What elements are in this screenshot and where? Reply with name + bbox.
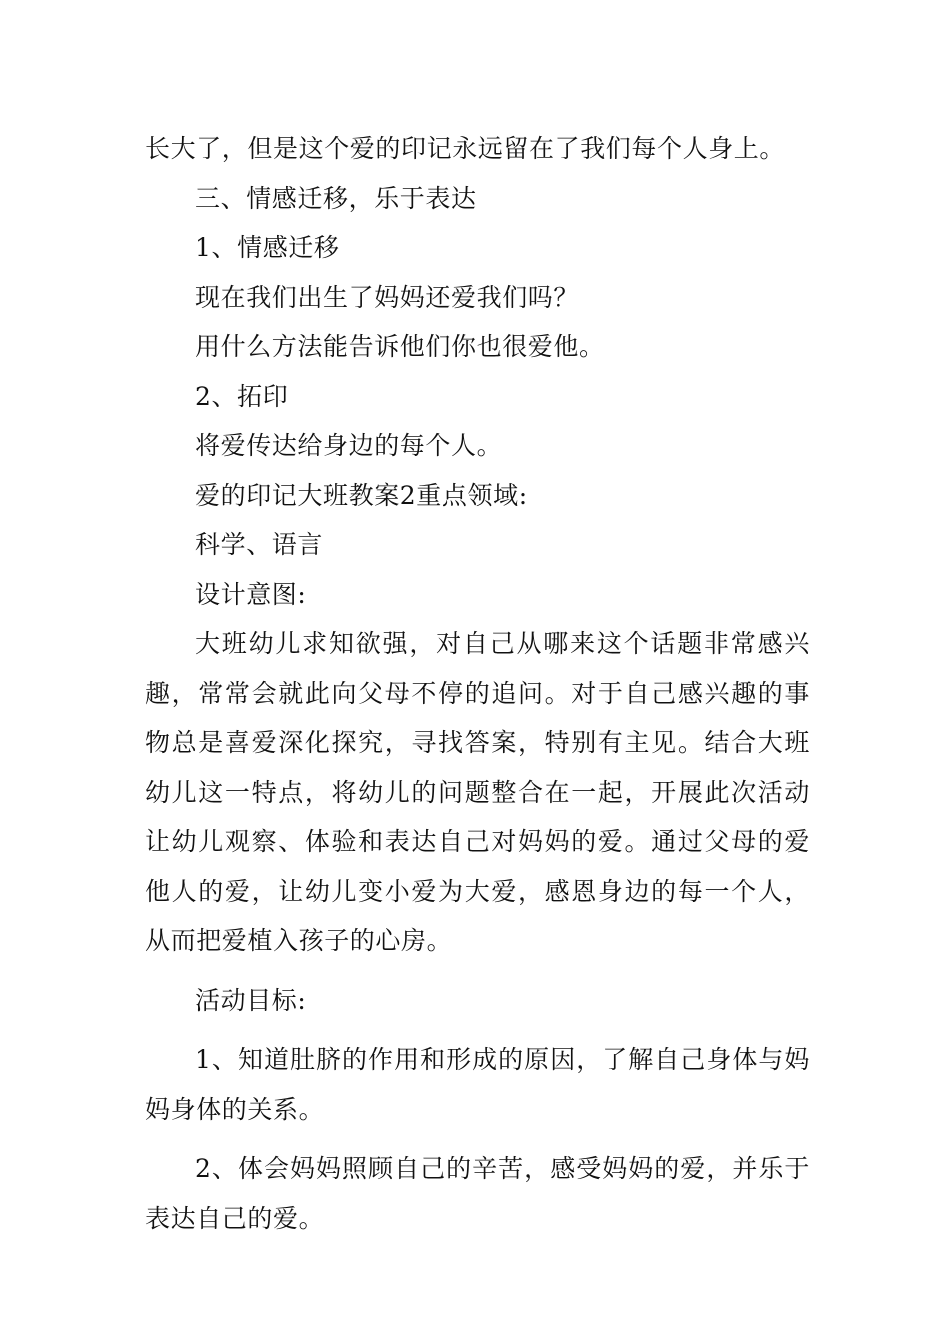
question-line: 现在我们出生了妈妈还爱我们吗？ xyxy=(195,282,580,312)
design-intent-heading: 设计意图: xyxy=(195,579,307,609)
question-line: 用什么方法能告诉他们你也很爱他。 xyxy=(195,332,605,361)
paragraph-continuation: 长大了，但是这个爱的印记永远留在了我们每个人身上。 xyxy=(145,134,786,163)
document-body xyxy=(145,124,810,1243)
domain-line: 科学、语言 xyxy=(195,530,324,559)
lesson-plan-title: 爱的印记大班教案2重点领域: xyxy=(195,480,528,510)
goal-item: 2、体会妈妈照顾自己的辛苦，感受妈妈的爱，并乐于表达自己的爱。 xyxy=(145,1154,810,1233)
section-heading-emotion-transfer: 三、情感迁移，乐于表达 xyxy=(195,183,477,213)
text-line: 将爱传达给身边的每个人。 xyxy=(195,431,503,460)
design-intent-paragraph: 大班幼儿求知欲强，对自己从哪来这个话题非常感兴趣，常常会就此向父母不停的追问。对于自己感兴趣的事物总是喜爱深化探究，寻找答案，特别有主见。结合大班幼儿这一特点，将幼儿的问题整合在一起，开展此次活动让幼儿观察、体验和表达自己对妈妈的爱。通过父母的爱他人的爱，让幼儿变小爱为大爱，感恩身边的每一个人，从而把爱植入孩子的心房。 xyxy=(145,629,810,955)
activity-goals-heading: 活动目标: xyxy=(195,985,307,1015)
subheading-emotion-transfer: 1、情感迁移 xyxy=(195,233,340,262)
goal-item: 1、知道肚脐的作用和形成的原因，了解自己身体与妈妈身体的关系。 xyxy=(145,1045,810,1124)
subheading-rubbing: 2、拓印 xyxy=(195,381,289,411)
